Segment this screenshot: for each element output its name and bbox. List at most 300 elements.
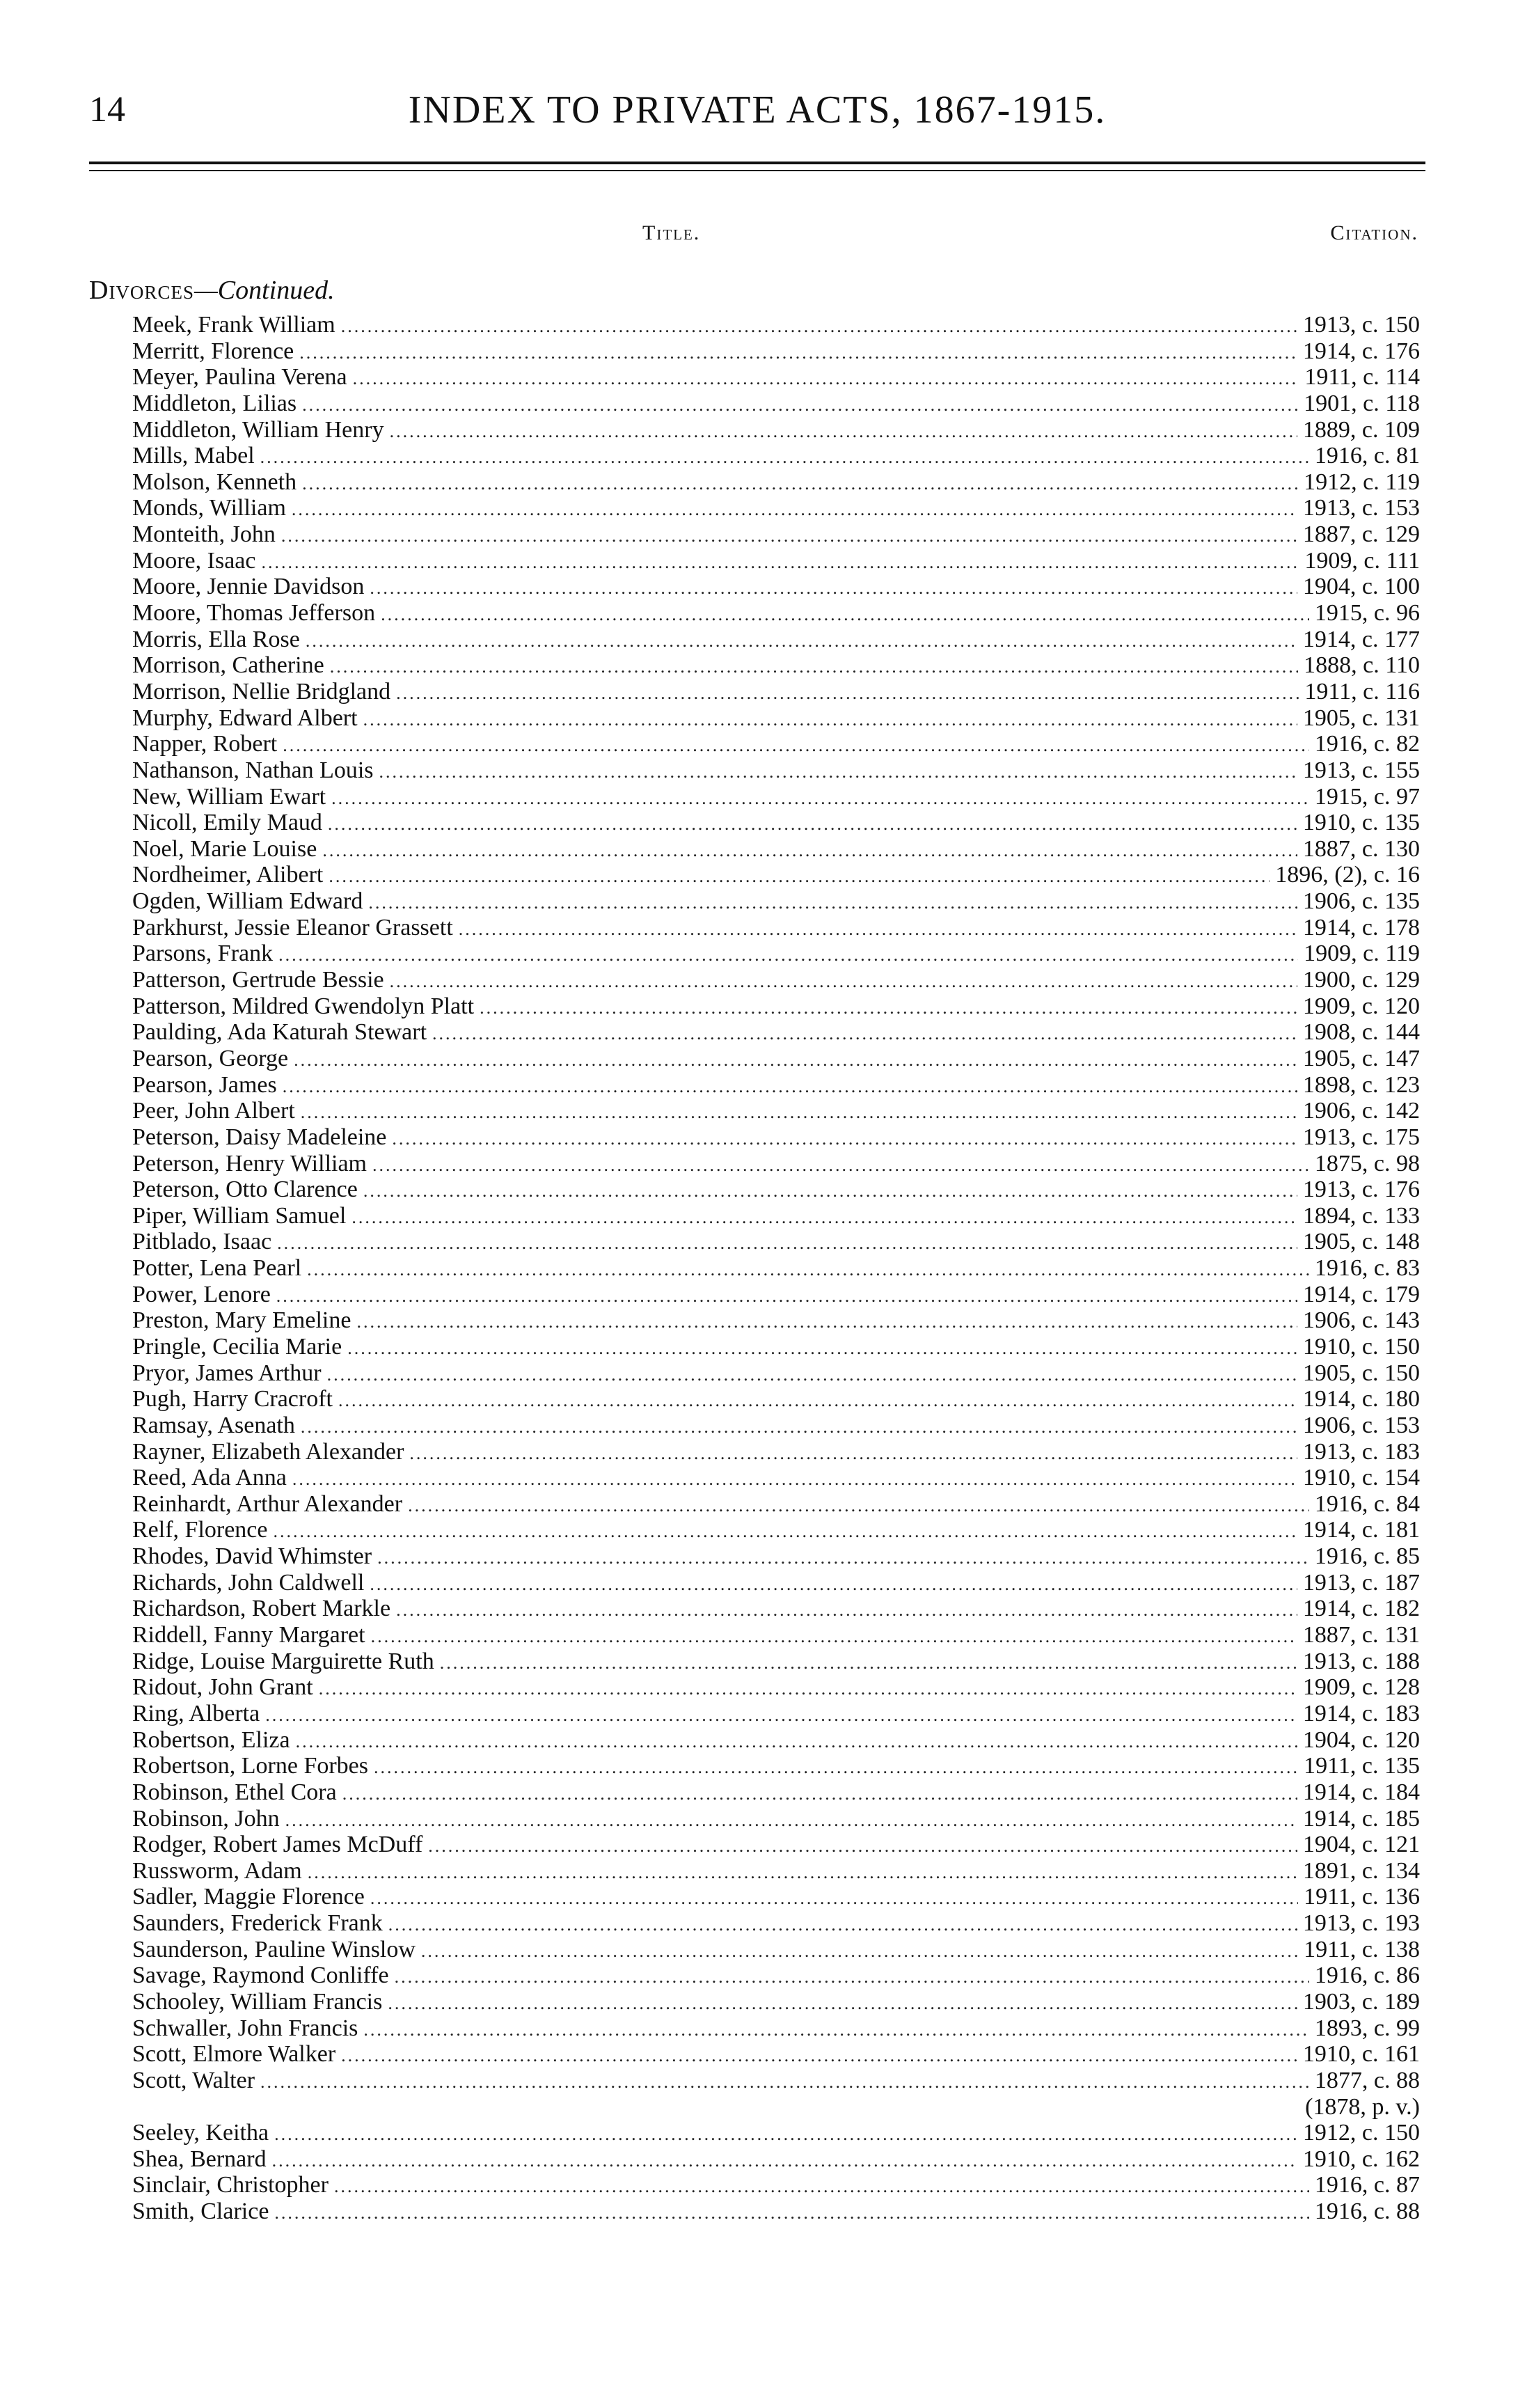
- entry-citation: 1887, c. 129: [1302, 521, 1420, 548]
- entry-citation: 1910, c. 135: [1302, 810, 1420, 836]
- entry-name: Rhodes, David Whimster: [132, 1543, 372, 1570]
- section-name: Divorces: [89, 276, 194, 305]
- entry-name: Nathanson, Nathan Louis: [132, 757, 374, 783]
- entry-name: Saunderson, Pauline Winslow: [132, 1936, 416, 1962]
- dot-leader: [480, 995, 1297, 1021]
- entry-name: Sinclair, Christopher: [132, 2172, 329, 2198]
- index-entry: [132, 1412, 1420, 1439]
- dot-leader: [301, 1099, 1297, 1126]
- entry-citation: 1913, c. 155: [1302, 757, 1420, 783]
- entry-citation: 1891, c. 134: [1302, 1857, 1420, 1884]
- index-entry: [132, 1622, 1420, 1648]
- dot-leader: [377, 1545, 1309, 1571]
- entry-citation: 1909, c. 111: [1304, 547, 1420, 574]
- entry-citation: 1909, c. 120: [1302, 993, 1420, 1019]
- entry-citation: 1910, c. 162: [1302, 2146, 1420, 2172]
- index-entry: [132, 2198, 1420, 2225]
- index-entry: [132, 1255, 1420, 1282]
- entry-name: Noel, Marie Louise: [132, 835, 317, 862]
- dot-leader: [277, 1230, 1297, 1257]
- entry-citation: 1913, c. 183: [1302, 1438, 1420, 1465]
- section-heading: [89, 273, 335, 308]
- dot-leader: [388, 1990, 1297, 2017]
- dot-leader: [381, 601, 1309, 628]
- index-entry: [132, 1439, 1420, 1465]
- entry-citation: 1877, c. 88: [1314, 2067, 1420, 2093]
- entry-name: Saunders, Frederick Frank: [132, 1910, 383, 1937]
- index-entry: [132, 862, 1420, 888]
- dot-leader: [347, 1335, 1297, 1362]
- index-entry: [132, 1910, 1420, 1937]
- entry-name: Parkhurst, Jessie Eleanor Grassett: [132, 914, 453, 941]
- entry-citation: 1905, c. 147: [1302, 1045, 1420, 1071]
- entry-name: Preston, Mary Emeline: [132, 1307, 351, 1334]
- dot-leader: [260, 2069, 1309, 2095]
- entry-name: Rodger, Robert James McDuff: [132, 1832, 423, 1858]
- entry-name: Pugh, Harry Cracroft: [132, 1386, 333, 1412]
- entry-citation: 1909, c. 119: [1304, 941, 1420, 967]
- dot-leader: [388, 1912, 1297, 1938]
- entry-name: Scott, Elmore Walker: [132, 2041, 336, 2068]
- dot-leader: [432, 1021, 1297, 1047]
- index-entry: [132, 1465, 1420, 1491]
- dot-leader: [363, 1178, 1297, 1204]
- entry-citation: 1916, c. 81: [1314, 443, 1420, 469]
- entry-citation: 1914, c. 180: [1302, 1386, 1420, 1412]
- entry-name: Ridout, John Grant: [132, 1674, 313, 1701]
- index-entry: [132, 993, 1420, 1020]
- entry-name: Meyer, Paulina Verena: [132, 364, 347, 391]
- dot-leader: [261, 549, 1299, 576]
- entry-name: Moore, Jennie Davidson: [132, 574, 365, 600]
- dot-leader: [327, 1362, 1297, 1388]
- entry-citation: 1912, c. 119: [1304, 469, 1420, 495]
- entry-citation: 1911, c. 135: [1304, 1753, 1420, 1779]
- index-entry: [132, 1674, 1420, 1701]
- index-entry: [132, 1596, 1420, 1622]
- index-entry: [132, 364, 1420, 391]
- dot-leader: [265, 1702, 1297, 1729]
- entry-citation: 1914, c. 182: [1302, 1596, 1420, 1622]
- entry-name: Schwaller, John Francis: [132, 2015, 358, 2041]
- dot-leader: [390, 418, 1297, 445]
- dot-leader: [428, 1833, 1297, 1859]
- entry-citation: 1909, c. 128: [1302, 1674, 1420, 1701]
- entry-citation: 1916, c. 82: [1314, 731, 1420, 757]
- index-entry: [132, 2146, 1420, 2173]
- index-entry: [132, 967, 1420, 993]
- entry-citation: 1905, c. 148: [1302, 1229, 1420, 1255]
- dot-leader: [283, 732, 1309, 759]
- entry-name: Piper, William Samuel: [132, 1202, 347, 1229]
- index-entry: [132, 1989, 1420, 2015]
- entry-name: Pearson, James: [132, 1071, 277, 1098]
- dot-leader: [260, 444, 1309, 471]
- entry-name: Pryor, James Arthur: [132, 1360, 322, 1386]
- index-entry: [132, 1124, 1420, 1151]
- index-entry: [132, 836, 1420, 863]
- entry-citation: 1916, c. 86: [1314, 1962, 1420, 1989]
- entry-name: Pearson, George: [132, 1045, 289, 1071]
- index-entry: [132, 2120, 1420, 2146]
- entry-name: Moore, Thomas Jefferson: [132, 600, 376, 627]
- entry-name: Nicoll, Emily Maud: [132, 810, 322, 836]
- index-entry: [132, 2015, 1420, 2042]
- index-entry: [132, 1203, 1420, 1229]
- entry-citation: 1904, c. 121: [1302, 1832, 1420, 1858]
- entry-name: Scott, Walter: [132, 2067, 255, 2093]
- entry-name: Peer, John Albert: [132, 1098, 295, 1124]
- dot-leader: [370, 575, 1297, 601]
- dot-leader: [328, 811, 1297, 837]
- dot-leader: [356, 1309, 1297, 1335]
- entry-citation: 1893, c. 99: [1314, 2015, 1420, 2041]
- entry-citation: 1889, c. 109: [1302, 416, 1420, 443]
- index-entry: [132, 1701, 1420, 1727]
- dot-leader: [341, 313, 1297, 340]
- dot-leader: [374, 1754, 1298, 1781]
- entry-citation: 1913, c. 150: [1302, 312, 1420, 338]
- entry-citation: 1894, c. 133: [1302, 1202, 1420, 1229]
- dot-leader: [421, 1938, 1298, 1965]
- entry-citation: 1911, c. 136: [1304, 1884, 1420, 1910]
- index-entry: [132, 600, 1420, 627]
- entry-name: Morris, Ella Rose: [132, 626, 300, 652]
- dot-leader: [274, 1518, 1297, 1545]
- index-entry: [132, 810, 1420, 836]
- dot-leader: [338, 1387, 1297, 1414]
- index-entry: [132, 1570, 1420, 1596]
- dot-leader: [390, 968, 1297, 995]
- entry-citation: 1914, c. 177: [1302, 626, 1420, 652]
- header-rule-thin: [89, 170, 1425, 171]
- entry-name: Robinson, Ethel Cora: [132, 1779, 337, 1805]
- entry-name: Richards, John Caldwell: [132, 1569, 365, 1596]
- entry-name: Robertson, Lorne Forbes: [132, 1753, 369, 1779]
- page-header: [89, 82, 1425, 138]
- section-continued: —Continued.: [193, 276, 335, 305]
- index-entry: [132, 1229, 1420, 1255]
- dot-leader: [283, 1073, 1297, 1100]
- entry-citation: 1910, c. 150: [1302, 1333, 1420, 1360]
- header-rule-thick: [89, 162, 1425, 164]
- index-entry: [132, 2172, 1420, 2198]
- index-entry: [132, 1806, 1420, 1832]
- dot-leader: [319, 1676, 1297, 1702]
- entry-name: Nordheimer, Alibert: [132, 862, 324, 888]
- index-entry: [132, 1753, 1420, 1779]
- entry-citation: 1906, c. 135: [1302, 888, 1420, 915]
- index-entry: [132, 1386, 1420, 1412]
- dot-leader: [363, 707, 1297, 733]
- entry-citation: 1916, c. 88: [1314, 2198, 1420, 2225]
- entry-citation: 1906, c. 153: [1302, 1412, 1420, 1438]
- entry-name: Savage, Raymond Conliffe: [132, 1962, 389, 1989]
- entry-name: Moore, Isaac: [132, 547, 256, 574]
- entry-name: Napper, Robert: [132, 731, 278, 757]
- index-entries: [132, 312, 1420, 2225]
- entry-name: Reed, Ada Anna: [132, 1465, 287, 1491]
- entry-citation: 1914, c. 178: [1302, 914, 1420, 941]
- dot-leader: [329, 863, 1270, 890]
- dot-leader: [351, 1204, 1297, 1231]
- index-entry: [132, 1491, 1420, 1518]
- entry-name: Relf, Florence: [132, 1517, 268, 1543]
- index-entry: [132, 1019, 1420, 1046]
- entry-citation: 1915, c. 96: [1314, 600, 1420, 627]
- entry-name: Ogden, William Edward: [132, 888, 363, 915]
- dot-leader: [368, 890, 1297, 916]
- entry-name: Middleton, William Henry: [132, 416, 384, 443]
- entry-citation: 1913, c. 187: [1302, 1569, 1420, 1596]
- entry-name: Patterson, Gertrude Bessie: [132, 967, 384, 993]
- index-entry: [132, 1648, 1420, 1675]
- index-entry: [132, 469, 1420, 496]
- entry-citation: 1913, c. 193: [1302, 1910, 1420, 1937]
- entry-citation: 1913, c. 153: [1302, 495, 1420, 521]
- dot-leader: [341, 2043, 1297, 2069]
- column-heading-title: Title.: [642, 221, 701, 244]
- entry-citation: 1905, c. 131: [1302, 705, 1420, 731]
- entry-name: Ridge, Louise Marguirette Ruth: [132, 1648, 434, 1674]
- entry-citation: 1912, c. 150: [1302, 2120, 1420, 2146]
- entry-citation: 1900, c. 129: [1302, 967, 1420, 993]
- dot-leader: [440, 1650, 1297, 1676]
- entry-citation: 1914, c. 184: [1302, 1779, 1420, 1805]
- index-entry: [132, 731, 1420, 757]
- entry-citation: 1911, c. 114: [1304, 364, 1420, 391]
- dot-leader: [294, 1047, 1297, 1073]
- dot-leader: [274, 2121, 1297, 2148]
- entry-name: Ring, Alberta: [132, 1700, 260, 1726]
- entry-name: Robertson, Eliza: [132, 1726, 290, 1753]
- index-entry: [132, 784, 1420, 810]
- entry-citation: 1904, c. 120: [1302, 1726, 1420, 1753]
- index-entry: [132, 548, 1420, 574]
- entry-citation: 1914, c. 185: [1302, 1805, 1420, 1832]
- entry-citation: 1910, c. 161: [1302, 2041, 1420, 2068]
- index-entry: [132, 1307, 1420, 1334]
- dot-leader: [330, 654, 1298, 680]
- running-title: INDEX TO PRIVATE ACTS, 1867-1915.: [408, 88, 1107, 132]
- index-entry: [132, 1046, 1420, 1072]
- entry-citation: 1913, c. 188: [1302, 1648, 1420, 1674]
- index-entry: [132, 1937, 1420, 1963]
- entry-name: Peterson, Otto Clarence: [132, 1177, 358, 1203]
- entry-name: Middleton, Lilias: [132, 390, 297, 416]
- entry-name: Reinhardt, Arthur Alexander: [132, 1490, 403, 1517]
- entry-name: Ramsay, Asenath: [132, 1412, 295, 1438]
- entry-name: Potter, Lena Pearl: [132, 1255, 302, 1282]
- index-entry: [132, 417, 1420, 443]
- entry-citation: (1878, p. v.): [1305, 2093, 1420, 2120]
- dot-leader: [396, 1597, 1297, 1623]
- index-entry: [132, 338, 1420, 365]
- index-entry: [132, 1072, 1420, 1099]
- entry-citation: 1908, c. 144: [1302, 1019, 1420, 1046]
- index-entry: [132, 652, 1420, 679]
- entry-name: Russworm, Adam: [132, 1857, 302, 1884]
- entry-citation: 1914, c. 176: [1302, 338, 1420, 364]
- index-entry: [132, 312, 1420, 338]
- dot-leader: [292, 1466, 1297, 1493]
- column-headings: [89, 221, 1425, 256]
- index-entry: [132, 915, 1420, 941]
- dot-leader: [302, 392, 1298, 418]
- entry-name: Pitblado, Isaac: [132, 1229, 272, 1255]
- entry-name: Parsons, Frank: [132, 941, 274, 967]
- index-entry: [132, 1098, 1420, 1124]
- entry-citation: 1915, c. 97: [1314, 783, 1420, 810]
- index-entry: [132, 1727, 1420, 1754]
- entry-citation: 1905, c. 150: [1302, 1360, 1420, 1386]
- dot-leader: [281, 523, 1297, 549]
- entry-name: Richardson, Robert Markle: [132, 1596, 391, 1622]
- index-entry: [132, 1334, 1420, 1360]
- index-entry: [132, 574, 1420, 600]
- dot-leader: [272, 2148, 1297, 2174]
- entry-citation: 1916, c. 85: [1314, 1543, 1420, 1570]
- index-entry: [132, 2041, 1420, 2068]
- index-entry: [132, 705, 1420, 732]
- entry-name: Monteith, John: [132, 521, 276, 548]
- index-entry: [132, 521, 1420, 548]
- dot-leader: [285, 1807, 1297, 1834]
- dot-leader: [379, 759, 1297, 785]
- dot-leader: [308, 1859, 1297, 1886]
- entry-citation: 1904, c. 100: [1302, 574, 1420, 600]
- dot-leader: [372, 1152, 1309, 1179]
- dot-leader: [306, 628, 1297, 654]
- dot-leader: [301, 1414, 1297, 1440]
- entry-citation: 1887, c. 130: [1302, 835, 1420, 862]
- dot-leader: [299, 340, 1297, 366]
- dot-leader: [292, 496, 1297, 523]
- entry-citation: 1911, c. 116: [1304, 678, 1420, 705]
- entry-citation: 1911, c. 138: [1304, 1936, 1420, 1962]
- entry-name: Murphy, Edward Albert: [132, 705, 358, 731]
- index-entry: [132, 1962, 1420, 1989]
- index-entry: [132, 2094, 1420, 2120]
- entry-name: Shea, Bernard: [132, 2146, 267, 2172]
- entry-citation: 1913, c. 175: [1302, 1124, 1420, 1150]
- dot-leader: [307, 1257, 1309, 1283]
- dot-leader: [408, 1493, 1309, 1519]
- dot-leader: [302, 471, 1298, 497]
- index-entry: [132, 757, 1420, 784]
- dot-leader: [392, 1126, 1297, 1152]
- index-entry: [132, 1360, 1420, 1387]
- dot-leader: [353, 365, 1299, 392]
- dot-leader: [278, 942, 1298, 968]
- entry-name: Paulding, Ada Katurah Stewart: [132, 1019, 427, 1046]
- dot-leader: [409, 1440, 1297, 1467]
- index-entry: [132, 443, 1420, 469]
- dot-leader: [334, 2173, 1309, 2200]
- entry-name: Merritt, Florence: [132, 338, 294, 364]
- entry-citation: 1888, c. 110: [1304, 652, 1420, 679]
- entry-citation: 1896, (2), c. 16: [1275, 862, 1420, 888]
- dot-leader: [396, 680, 1299, 707]
- dot-leader: [370, 1885, 1298, 1912]
- dot-leader: [274, 2200, 1309, 2226]
- entry-citation: 1914, c. 181: [1302, 1517, 1420, 1543]
- entry-name: Patterson, Mildred Gwendolyn Platt: [132, 993, 475, 1019]
- entry-citation: 1916, c. 84: [1314, 1490, 1420, 1517]
- dot-leader: [342, 1781, 1297, 1807]
- entry-name: Seeley, Keitha: [132, 2120, 269, 2146]
- entry-name: Peterson, Henry William: [132, 1150, 367, 1177]
- entry-citation: 1916, c. 87: [1314, 2172, 1420, 2198]
- entry-name: Power, Lenore: [132, 1281, 271, 1307]
- entry-citation: 1910, c. 154: [1302, 1465, 1420, 1491]
- entry-name: Mills, Mabel: [132, 443, 255, 469]
- index-entry: [132, 1282, 1420, 1308]
- dot-leader: [363, 2017, 1309, 2043]
- entry-citation: 1906, c. 143: [1302, 1307, 1420, 1334]
- index-entry: [132, 1543, 1420, 1570]
- dot-leader: [370, 1571, 1297, 1598]
- entry-name: Rayner, Elizabeth Alexander: [132, 1438, 404, 1465]
- entry-name: Schooley, William Francis: [132, 1989, 383, 2015]
- entry-name: Smith, Clarice: [132, 2198, 269, 2225]
- entry-name: Morrison, Nellie Bridgland: [132, 678, 391, 705]
- dot-leader: [322, 837, 1297, 864]
- entry-citation: 1914, c. 183: [1302, 1700, 1420, 1726]
- entry-name: Molson, Kenneth: [132, 469, 297, 495]
- index-entry: [132, 1151, 1420, 1177]
- index-entry: [132, 1517, 1420, 1543]
- entry-citation: 1903, c. 189: [1302, 1989, 1420, 2015]
- page-number: 14: [89, 90, 125, 129]
- entry-citation: 1914, c. 179: [1302, 1281, 1420, 1307]
- entry-citation: 1887, c. 131: [1302, 1622, 1420, 1648]
- dot-leader: [276, 1283, 1297, 1309]
- index-entry: [132, 391, 1420, 417]
- entry-name: Meek, Frank William: [132, 312, 335, 338]
- entry-citation: 1913, c. 176: [1302, 1177, 1420, 1203]
- index-entry: [132, 627, 1420, 653]
- entry-name: Peterson, Daisy Madeleine: [132, 1124, 387, 1150]
- dot-leader: [371, 1623, 1297, 1650]
- entry-citation: 1875, c. 98: [1314, 1150, 1420, 1177]
- index-entry: [132, 1832, 1420, 1858]
- entry-citation: 1916, c. 83: [1314, 1255, 1420, 1282]
- entry-name: Robinson, John: [132, 1805, 280, 1832]
- index-entry: [132, 679, 1420, 705]
- entry-name: Monds, William: [132, 495, 286, 521]
- index-entry: [132, 1858, 1420, 1884]
- dot-leader: [459, 916, 1297, 943]
- index-entry: [132, 888, 1420, 915]
- entry-name: Sadler, Maggie Florence: [132, 1884, 365, 1910]
- index-entry: [132, 941, 1420, 967]
- dot-leader: [331, 785, 1309, 812]
- entry-citation: 1906, c. 142: [1302, 1098, 1420, 1124]
- entry-name: Morrison, Catherine: [132, 652, 324, 679]
- entry-name: New, William Ewart: [132, 783, 326, 810]
- index-entry: [132, 1779, 1420, 1806]
- dot-leader: [395, 1964, 1309, 1990]
- entry-name: Riddell, Fanny Margaret: [132, 1622, 365, 1648]
- index-entry: [132, 495, 1420, 521]
- entry-name: Pringle, Cecilia Marie: [132, 1333, 342, 1360]
- index-entry: [132, 2068, 1420, 2094]
- entry-citation: 1901, c. 118: [1304, 390, 1420, 416]
- entry-citation: 1898, c. 123: [1302, 1071, 1420, 1098]
- dot-leader: [296, 1729, 1297, 1755]
- column-heading-citation: Citation.: [1330, 221, 1418, 244]
